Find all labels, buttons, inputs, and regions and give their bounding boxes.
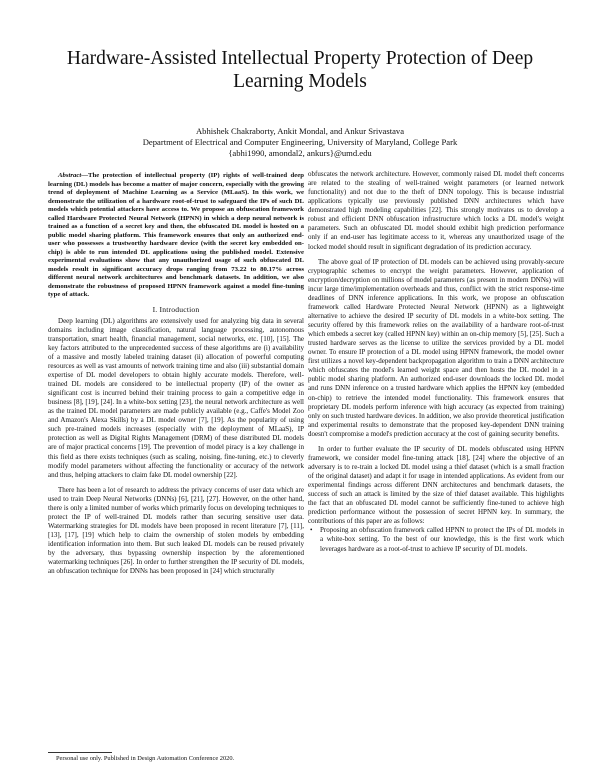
intro-paragraph-2: There has been a lot of research to address the privacy concerns of user data which are used to train Deep Neural Networks (DNNs) [6], [21], [27]. However, on the other hand, there is only a limited number of works which primarily focus on developing techniques to protect the IP of well-trained DL models rather than securing sensitive user data. Watermarking strategies for DL models have been proposed in recent literature [7], [11], [13], [17], [19] which help to claim the ownership of stolen models by embedding identification information into them. But such leaked DL models can be reused privately by the adversary, thus bypassing ownership inspection by the aforementioned watermarking techniques [26]. In order to further strengthen the IP security of DL models, an obfuscation technique for DNNs has been proposed in [24] which structurally [48,485,304,576]
abstract-label: Abstract [58,172,82,179]
bullet-icon: • [310,526,313,535]
intro-paragraph-4: The above goal of IP protection of DL models can be achieved using provably-secure cryptographic schemes to encrypt the weight parameters. However, application of encryption/decryption on millions of model parameters (as present in modern DNNs) will incur large time/implementation overheads and thus, conflict with the strict response-time deadlines of DNN inference applications. In this work, we propose an obfuscation framework called Hardware Protected Neural Network (HPNN) as a lightweight alternative to achieve the desired IP security of DL models in a white-box setting. The security offered by this framework relies on the availability of a hardware root-of-trust which embeds a secret key (called HPNN key) within an on-chip memory [5], [25]. Such a trusted hardware serves as the license to utilize the services provided by a DL model owner. To ensure IP protection of a DL model using HPNN framework, the model owner first utilizes a novel key-dependent backpropagation algorithm to train a DNN architecture which obfuscates the model's learned weight space and then hosts the DL model in a public model sharing platform. An authorized end-user downloads the locked DL model and runs DNN inference on a trusted hardware which applies the HPNN key (embedded on-chip) to retrieve the intended model functionality. This framework ensures that proprietary DL models perform inference with high accuracy (as expected from training) only on such trusted hardware devices. In addition, we also provide theoretical justification and experimental results to demonstrate that the proposed key-dependent DNN training doesn't compromise a model's prediction accuracy at the cost of gaining security benefits. [308,257,564,438]
left-column [48,172,304,576]
abstract [48,172,304,300]
intro-paragraph-3: obfuscates the network architecture. However, commonly raised DL model theft concerns are related to the stealing of well-trained weight parameters (or learned network functionality) and not due to the theft of DNN topology. This is because industrial applications typically use previously published DNN architectures which have demonstrated high modeling capabilities [22]. This strongly motivates us to develop a robust and efficient DNN obfuscation infrastructure which locks a DL model's weight parameters. Such an obfuscated DL model should exhibit high prediction performance only if an end-user has legitimate access to it, whereas any unauthorized usage of the locked model should result in significant degradation of its prediction accuracy. [308,170,564,251]
contribution-bullet-1 [308,526,564,553]
author-block [40,126,560,159]
right-column [308,170,564,554]
intro-paragraph-1: Deep learning (DL) algorithms are extensively used for analyzing big data in several domains including image classification, natural language processing, autonomous transportation, smart health, financial management, social networks, etc. [10], [15]. The key factors attributed to the unprecedented success of these algorithms are (i) availability of a massive and mostly labeled training dataset (ii) allocation of powerful computing resources as well as vast amounts of network training time and also (iii) substantial domain expertise of DL model developers to obtain highly accurate models. Therefore, well-trained DL models are considered to be intellectual property (IP) of the owner as significant cost is incurred behind their training process to gain a competitive edge in business [8], [19], [24]. In a white-box setting [23], the neural network architecture as well as the trained DL model parameters are made publicly available (e.g., Caffe's Model Zoo and Amazon's Alexa Skills) by a DL model owner [7], [19]. As the popularity of using such pre-trained models increases (especially with the deployment of MLaaS), IP protection as well as Digital Rights Management (DRM) of these distributed DL models are of major practical concerns [19]. The prevention of model piracy is a key challenge in this field as there exists techniques (such as scaling, noising, fine-tuning, etc.) to cleverly modify model parameters without affecting the functionality or accuracy of the network and thus, helping attackers to claim fake DL model ownership [22]. [48,316,305,479]
section-heading-introduction: I. Introduction [152,304,200,314]
intro-paragraph-5: In order to further evaluate the IP security of DL models obfuscated using HPNN framework, we consider model fine-tuning attack [18], [24] where the objective of an adversary is to re-train a locked DL model using a thief dataset (which is a small fraction of the original dataset) and adapt it for usage in intended applications. As evident from our experimental findings across different DNN architectures and benchmark datasets, the success of such an attack is limited by the size of thief dataset available. This highlights the fact that an obfuscated DL model cannot be sufficiently fine-tuned to achieve high prediction performance without the possession of secret HPNN key. In summary, the contributions of this paper are as follows: [308,444,564,526]
paper-title: Hardware-Assisted Intellectual Property Protection of Deep Learning Models [66,48,534,92]
footnote: Personal use only. Published in Design Automation Conference 2020. [56,755,235,762]
contribution-bullet-text: Proposing an obfuscation framework called HPNN to protect the IPs of DL models in a white-box setting. To the best of our knowledge, this is the first work which leverages hardware as a root-of-trust to achieve IP security of DL models. [320,526,564,553]
author-emails: {abhi1990, amondal2, ankurs}@umd.edu [228,148,372,158]
author-affiliation: Department of Electrical and Computer Engineering, University of Maryland, College Park [142,137,458,147]
author-names: Abhishek Chakraborty, Ankit Mondal, and Ankur Srivastava [195,126,405,136]
abstract-text: —The protection of intellectual property (IP) rights of well-trained deep learning (DL) models has become a matter of major concern, especially with the growing trend of deployment of Machine Learning as a Service (MLaaS). In this work, we demonstrate the utilization of a hardware root-of-trust to safeguard the IPs of such DL models which potential attackers have access to. We propose an obfuscation framework called Hardware Protected Neural Network (HPNN) in which a deep neural network is trained as a function of a secret key and then, the obfuscated DL model is hosted on a public model sharing platform. This framework ensures that only an authorized end-user who possesses a trustworthy hardware device (with the secret key embedded on-chip) is able to run intended DL applications using the published model. Extensive experimental evaluations show that any unauthorized usage of such obfuscated DL models result in significant accuracy drops ranging from 73.22 to 80.17% across different neural network architectures and benchmark datasets. In addition, we also demonstrate the robustness of proposed HPNN framework against a model fine-tuning type of attack. [48,172,304,298]
footnote-divider [48,752,112,753]
